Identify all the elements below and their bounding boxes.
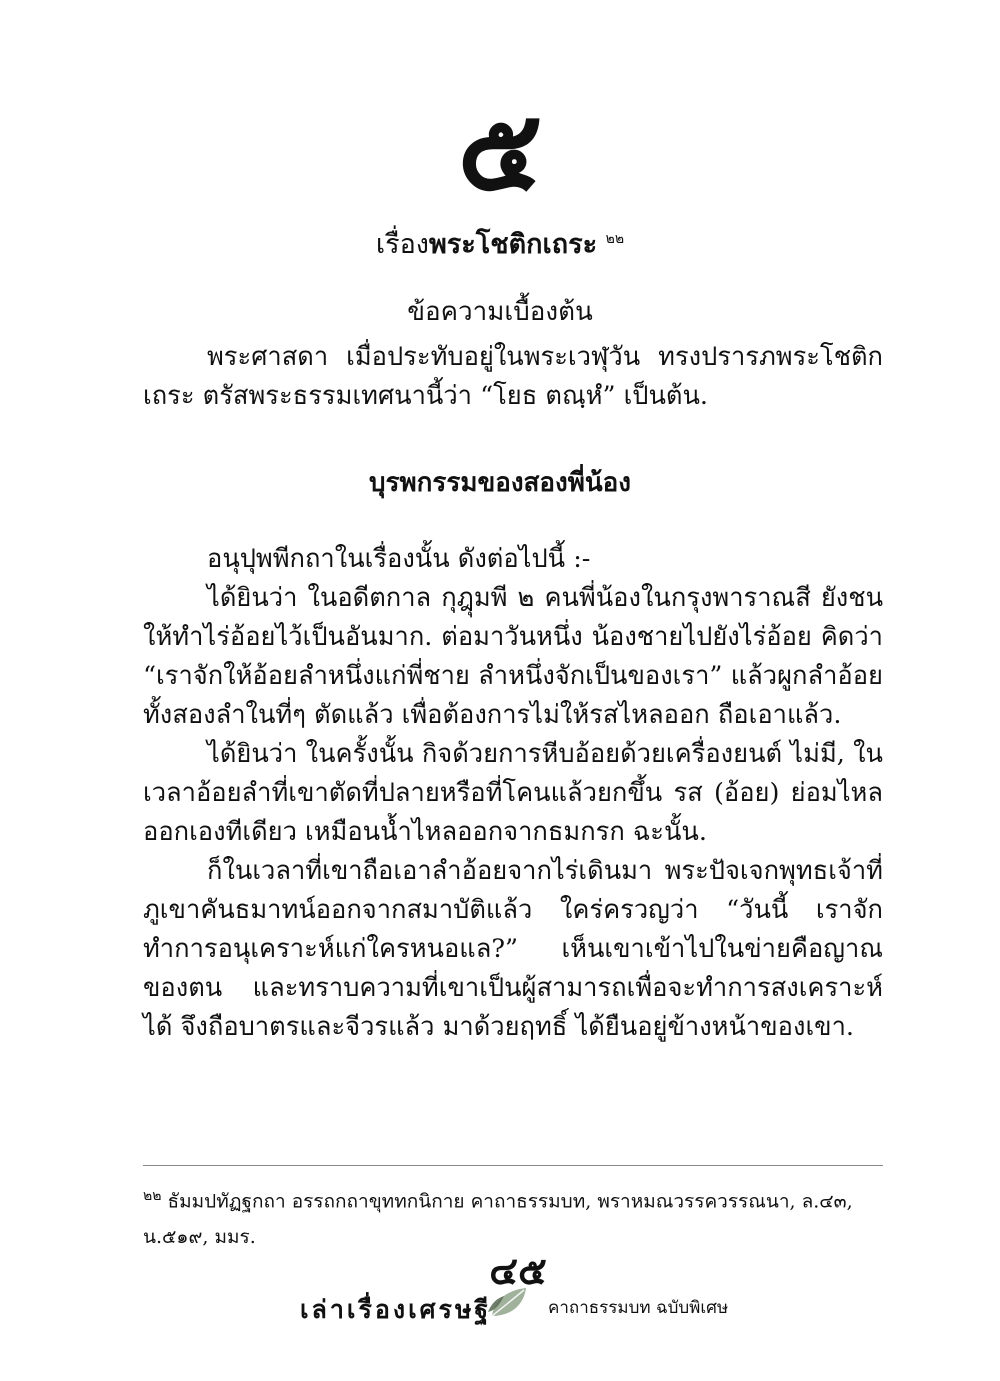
section-heading: บุรพกรรมของสองพี่น้อง [369,468,631,498]
chapter-title [0,222,1000,265]
intro-heading: ข้อความเบื้องต้น [407,297,593,327]
body-paragraph: ได้ยินว่า ในอดีตกาล กุฎุมพี ๒ คนพี่น้องในกรุงพาราณสี ยังชนให้ทำไร่อ้อยไว้เป็นอันมาก. ต่อมาวันหนึ่ง น้องชายไปยังไร่อ้อย คิดว่า “เราจักให้อ้อยลำหนึ่งแก่พี่ชาย ลำหนึ่งจักเป็นของเรา” แล้วผูกลำอ้อยทั้งสองลำในที่ๆ ตัดแล้ว เพื่อต้องการไม่ให้รสไหลออก ถือเอาแล้ว. [143,583,883,730]
footer-series-title: เล่าเรื่องเศรษฐี [300,1295,492,1324]
chapter-title-prefix: เรื่อง [375,229,429,260]
chapter-footnote-ref: ๒๒ [605,231,625,247]
footnote-divider [143,1165,883,1166]
footnote-text: ธัมมปทัฏฐกถา อรรถกถาขุททกนิกาย คาถาธรรมบท, พราหมณวรรควรรณนา, ล.๔๓, น.๕๑๙, มมร. [143,1190,853,1249]
chapter-title-name: พระโชติกเถระ [428,229,598,260]
body-paragraph: ก็ในเวลาที่เขาถือเอาลำอ้อยจากไร่เดินมา พระปัจเจกพุทธเจ้าที่ภูเขาคันธมาทน์ออกจากสมาบัติแล้ว ใคร่ครวญว่า “วันนี้ เราจักทำการอนุเคราะห์แก่ใครหนอแล?” เห็นเขาเข้าไปในข่ายคือญาณของตน และทราบความที่เขาเป็นผู้สามารถเพื่อจะทำการสงเคราะห์ได้ จึงถือบาตรและจีวรแล้ว มาด้วยฤทธิ์ ได้ยืนอยู่ข้างหน้าของเขา. [143,856,883,1042]
leaf-icon [486,1282,532,1322]
page-number: ๔๕ [489,1248,547,1293]
body-paragraph: ได้ยินว่า ในครั้งนั้น กิจด้วยการหีบอ้อยด้วยเครื่องยนต์ ไม่มี, ในเวลาอ้อยลำที่เขาตัดที่ปลายหรือที่โคนแล้วยกขึ้น รส (อ้อย) ย่อมไหลออกเองทีเดียว เหมือนน้ำไหลออกจากธมกรก ฉะนั้น. [143,739,883,847]
intro-paragraph: พระศาสดา เมื่อประทับอยู่ในพระเวฬุวัน ทรงปรารภพระโชติกเถระ ตรัสพระธรรมเทศนานี้ว่า “โยธ ตณฺหํ” เป็นต้น. [143,342,883,411]
body-paragraph: อนุปุพพีกถาในเรื่องนั้น ดังต่อไปนี้ :- [207,544,591,574]
chapter-number: ๕ [457,85,543,216]
footnote [143,1178,883,1255]
footnote-mark: ๒๒ [143,1188,162,1204]
footer-book-title: คาถาธรรมบท ฉบับพิเศษ [548,1298,729,1318]
